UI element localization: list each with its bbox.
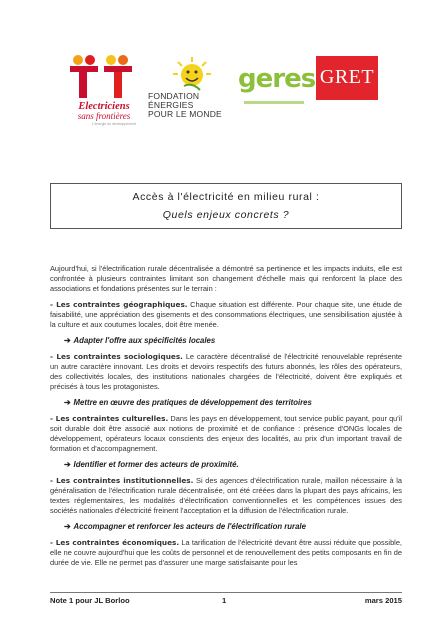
action-item [64, 522, 402, 532]
esf-name-line2: sans frontières [77, 111, 131, 121]
constraint-sociological [50, 352, 402, 392]
constraint-text: Dans les pays en développement, tout service public payant, pour qu'il soit durable doit être associé aux notions de proximité et de confiance : présence d'ONGs locales de développement, opérateurs locaux conscients des enjeux des localités, au prix d'un important travail de formation et d'accompagnement. [50, 414, 402, 453]
constraint-lead: - Les contraintes économiques. [50, 538, 180, 547]
action-item [64, 460, 402, 470]
footer-date: mars 2015 [364, 596, 402, 605]
constraint-text: La tarification de l'électricité devant être aussi réduite que possible, elle ne couvre aujourd'hui que les coûts de personnel et de renouvellement des petits composants en fin de durée de vie. Elle ne permet pas d'assurer une marge satisfaisante pour les [50, 538, 402, 567]
action-text: Adapter l'offre aux spécificités locales [73, 336, 216, 345]
gret-logo [316, 56, 378, 100]
action-item [64, 398, 402, 408]
constraint-geographic [50, 300, 402, 330]
constraint-text: Le caractère décentralisé de l'électricité renouvelable représente un autre caractère innovant. Les droits et devoirs respectifs des futurs abonnés, les rôles des opérateurs, des collectivités locales, des institutions nationales chargées de l'électricité, doivent être expliqués et précisés à tous les protagonistes. [50, 352, 402, 391]
footer-note-label: Note 1 pour JL Borloo [50, 596, 130, 605]
arrow-right-icon: ➔ [64, 336, 71, 345]
action-text: Identifier et former des acteurs de proximité. [73, 460, 239, 469]
constraint-lead: - Les contraintes institutionnelles. [50, 476, 194, 485]
esf-logo [66, 54, 146, 130]
fondation-name: FONDATION ÉNERGIES POUR LE MONDE [148, 91, 222, 119]
constraint-lead: - Les contraintes culturelles. [50, 414, 169, 423]
constraint-economic [50, 538, 402, 568]
action-text: Mettre en œuvre des pratiques de développement des territoires [73, 398, 312, 407]
esf-tagline: L'énergie du développement [91, 122, 137, 126]
action-text: Accompagner et renforcer les acteurs de l'électrification rurale [73, 522, 306, 531]
action-item [64, 336, 402, 346]
arrow-right-icon: ➔ [64, 460, 71, 469]
esf-mark-icon [66, 54, 138, 102]
smiling-sun-icon [170, 56, 214, 92]
intro-paragraph: Aujourd'hui, si l'électrification rurale décentralisée a démontré sa pertinence et les impacts induits, elle est confrontée à plusieurs contraintes limitant son changement d'échelle mais qui renforcent la place des associations et fondations présentes sur le terrain : [50, 264, 402, 293]
constraint-institutional [50, 476, 402, 516]
geres-wordmark: geres [238, 64, 316, 94]
constraint-lead: - Les contraintes géographiques. [50, 300, 188, 309]
arrow-right-icon: ➔ [64, 522, 71, 531]
page-footer [50, 592, 402, 605]
document-subtitle: Quels enjeux concrets ? [162, 209, 290, 221]
esf-name-line1: Electriciens [78, 101, 130, 112]
partner-logos [0, 0, 444, 130]
geres-logo [238, 64, 314, 108]
title-box [50, 183, 402, 229]
geres-underline-icon [244, 100, 304, 106]
document-body [50, 264, 402, 574]
gret-wordmark: GRET [319, 66, 375, 88]
constraint-lead: - Les contraintes sociologiques. [50, 352, 183, 361]
constraint-text: Si des agences d'électrification rurale, maillon nécessaire à la généralisation de l'électrification rurale décentralisée, ont été créées dans la plupart des pays africains, les textes réglementaires, les modalités d'électrification conventionnelles et les compétences issues des sociétés nationales d'électricité freinent l'acceptation et la diffusion de l'électrification rurale. [50, 476, 403, 515]
constraint-text: Chaque situation est différente. Pour chaque site, une étude de faisabilité, une appréciation des gisements et des consommations électriques, une sensibilisation ajustée à la culture et aux coutumes locales, doit être menée. [50, 300, 402, 329]
fondation-logo [148, 56, 240, 128]
page-number: 1 [222, 596, 227, 605]
constraint-cultural [50, 414, 402, 454]
arrow-right-icon: ➔ [64, 398, 71, 407]
document-title: Accès à l'électricité en milieu rural : [132, 191, 320, 203]
